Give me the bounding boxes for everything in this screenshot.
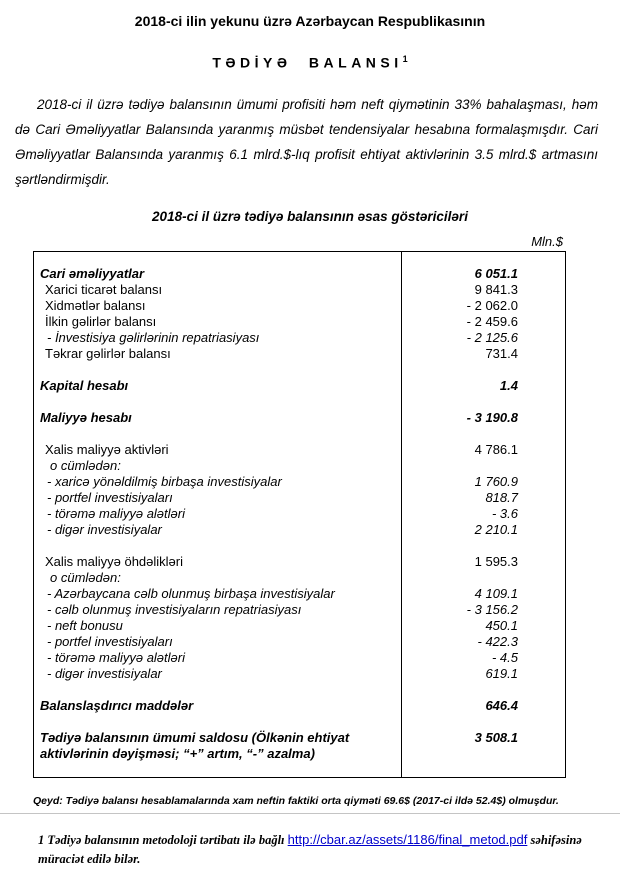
note-text: Qeyd: Tədiyə balansı hesablamalarında xam neftin faktiki orta qiyməti 69.6$ (2017-ci ildə 52.4$) olmuşdur. xyxy=(33,794,559,807)
table-row xyxy=(34,346,565,362)
row-value: 818.7 xyxy=(485,489,518,505)
row-value: 1 595.3 xyxy=(474,553,518,569)
row-value xyxy=(401,458,565,474)
row-value: 450.1 xyxy=(485,617,518,633)
row-value: 1 760.9 xyxy=(474,473,518,489)
row-label: Balanslaşdırıcı maddələr xyxy=(40,697,194,713)
row-label: Tədiyə balansının ümumi saldosu (Ölkənin ehtiyat aktivlərinin dəyişməsi; “+” artım, “-” azalma) xyxy=(40,729,350,761)
footnote-marker: 1 xyxy=(38,832,45,847)
table-row xyxy=(34,506,565,522)
table-row xyxy=(34,330,565,346)
row-label: - portfel investisiyaları xyxy=(47,633,173,649)
document-title: TƏDİYƏ BALANSI xyxy=(212,54,403,71)
page-title-line2 xyxy=(0,51,620,72)
table-spacer xyxy=(34,682,565,698)
row-value: - 3 190.8 xyxy=(466,409,518,425)
row-label: o cümlədən: xyxy=(50,569,121,585)
table-spacer xyxy=(34,538,565,554)
row-value: 2 210.1 xyxy=(474,521,518,537)
row-value: 4 786.1 xyxy=(474,441,518,457)
table-row xyxy=(34,458,565,474)
row-label: Cari əməliyyatlar xyxy=(40,265,145,281)
row-label: - xaricə yönəldilmiş birbaşa investisiyalar xyxy=(47,473,282,489)
page-title-line1: 2018-ci ilin yekunu üzrə Azərbaycan Respublikasının xyxy=(134,13,486,29)
table-row xyxy=(34,282,565,298)
row-label: Xarici ticarət balansı xyxy=(45,281,163,297)
table-row xyxy=(34,586,565,602)
table-row xyxy=(34,554,565,570)
row-value: 1.4 xyxy=(499,377,518,393)
table-row xyxy=(34,666,565,682)
table-title: 2018-ci il üzrə tədiyə balansının əsas göstəriciləri xyxy=(152,208,468,224)
footnote-separator xyxy=(0,813,620,814)
table-row xyxy=(34,490,565,506)
row-label: - törəmə maliyyə alətləri xyxy=(47,505,185,521)
row-value: - 422.3 xyxy=(477,633,518,649)
row-value: 619.1 xyxy=(485,665,518,681)
row-value: - 3.6 xyxy=(491,505,518,521)
row-value: 6 051.1 xyxy=(474,265,518,281)
table-row xyxy=(34,442,565,458)
row-label: Kapital hesabı xyxy=(40,377,129,393)
balance-table xyxy=(33,251,566,778)
table-row xyxy=(34,634,565,650)
table-row xyxy=(34,522,565,538)
column-divider xyxy=(401,252,402,777)
row-value: - 2 459.6 xyxy=(466,313,518,329)
row-label: Xalis maliyyə aktivləri xyxy=(45,441,169,457)
table-row xyxy=(34,602,565,618)
footnote xyxy=(38,830,596,869)
row-label: Xalis maliyyə öhdəlikləri xyxy=(45,553,183,569)
row-value: 3 508.1 xyxy=(474,729,518,745)
row-label: Təkrar gəlirlər balansı xyxy=(45,345,171,361)
footnote-text-after: səhifəsinə müraciət edilə bilər. xyxy=(38,832,582,866)
table-row xyxy=(34,570,565,586)
row-label: - cəlb olunmuş investisiyaların repatriasiyası xyxy=(47,601,302,617)
row-value: 731.4 xyxy=(485,345,518,361)
table-row xyxy=(34,698,565,714)
row-label: Xidmətlər balansı xyxy=(45,297,146,313)
title-footnote-ref: 1 xyxy=(402,54,408,64)
row-label: o cümlədən: xyxy=(50,457,121,473)
table-spacer xyxy=(34,426,565,442)
table-row xyxy=(34,410,565,426)
row-value: - 4.5 xyxy=(491,649,518,665)
intro-paragraph: 2018-ci il üzrə tədiyə balansının ümumi profisiti həm neft qiymətinin 33% bahalaşması, həm də Cari Əməliyyatlar Balansında yaranmış müsbət tendensiyalar hesabına formalaşmışdır. Cari Əməliyyatlar Balansında yaranmış 6.1 mlrd.$-lıq profisit ehtiyat aktivlərinin 3.5 mlrd.$ artmasını şərtləndirmişdir. xyxy=(15,96,598,187)
row-label: - digər investisiyalar xyxy=(47,521,162,537)
row-value: - 2 062.0 xyxy=(466,297,518,313)
row-label: İlkin gəlirlər balansı xyxy=(45,313,157,329)
row-value xyxy=(401,570,565,586)
row-value: 646.4 xyxy=(485,697,518,713)
table-row xyxy=(34,618,565,634)
table-spacer xyxy=(34,394,565,410)
table-row xyxy=(34,298,565,314)
row-value: 4 109.1 xyxy=(474,585,518,601)
row-label: - Azərbaycana cəlb olunmuş birbaşa investisiyalar xyxy=(47,585,335,601)
table-row xyxy=(34,314,565,330)
footnote-link[interactable]: http://cbar.az/assets/1186/final_metod.pdf xyxy=(287,831,528,847)
table-spacer xyxy=(34,714,565,730)
row-label: Maliyyə hesabı xyxy=(40,409,132,425)
row-label: - digər investisiyalar xyxy=(47,665,162,681)
row-label: - neft bonusu xyxy=(47,617,123,633)
table-spacer xyxy=(34,362,565,378)
document-page xyxy=(0,13,620,887)
row-value: 9 841.3 xyxy=(474,281,518,297)
table-row xyxy=(34,266,565,282)
row-label: - İnvestisiya gəlirlərinin repatriasiyası xyxy=(47,329,260,345)
table-row xyxy=(34,378,565,394)
row-label: - portfel investisiyaları xyxy=(47,489,173,505)
table-row xyxy=(34,650,565,666)
table-row xyxy=(34,474,565,490)
row-value: - 2 125.6 xyxy=(466,329,518,345)
unit-label: Mln.$ xyxy=(531,233,563,249)
footnote-text-before: Tədiyə balansının metodoloji tərtibatı ilə bağlı xyxy=(47,832,285,847)
row-label: - törəmə maliyyə alətləri xyxy=(47,649,185,665)
row-value: - 3 156.2 xyxy=(466,601,518,617)
table-row xyxy=(34,730,565,762)
